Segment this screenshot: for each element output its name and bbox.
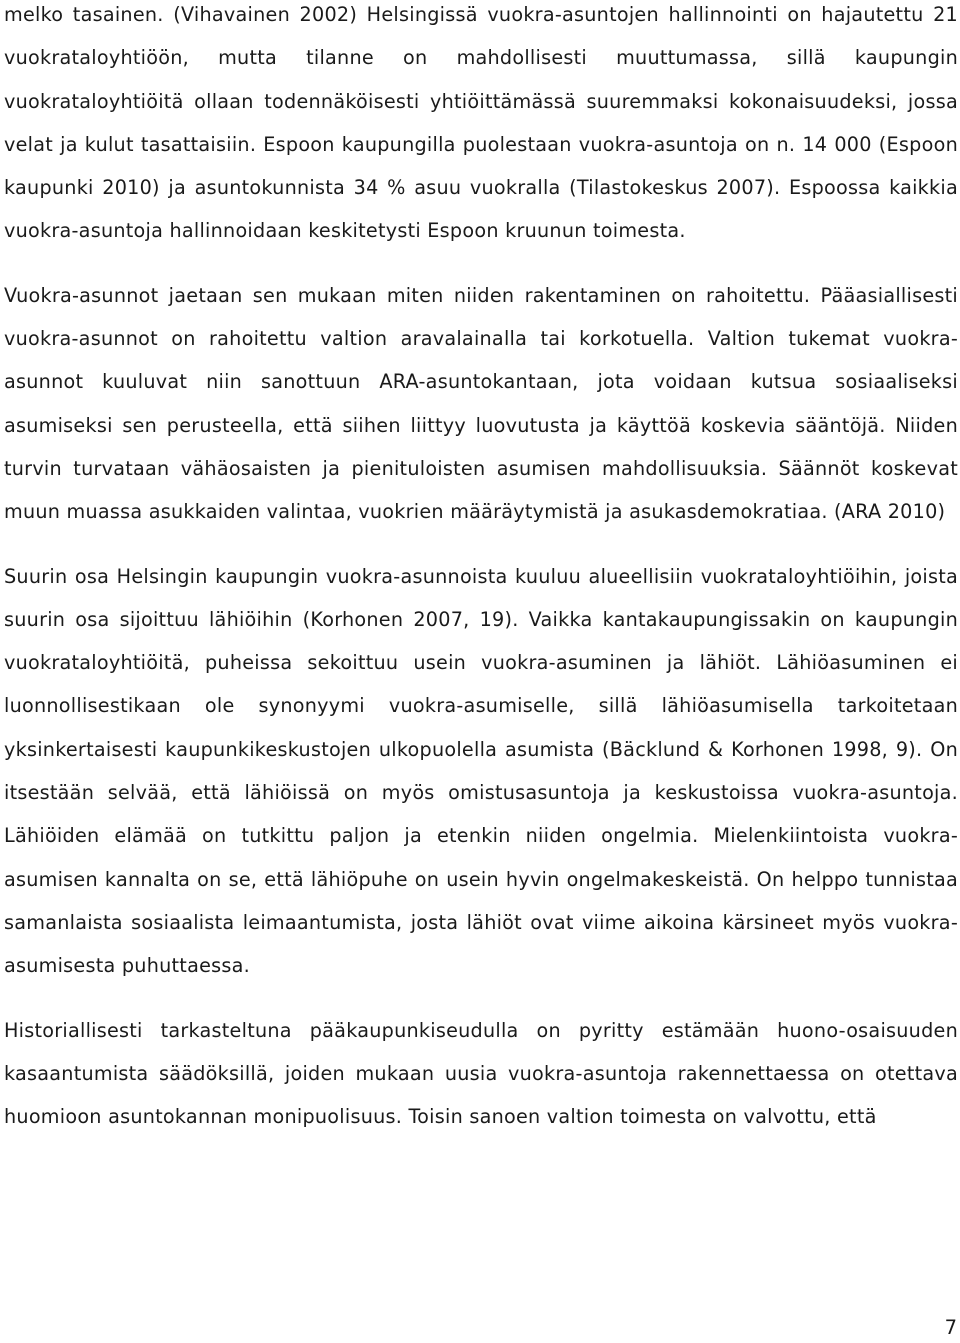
paragraph-rental-housing-management: melko tasainen. (Vihavainen 2002) Helsingissä vuokra-asuntojen hallinnointi on hajautettu 21 vuokrataloyhtiöön, mutta tilanne on mahdollisesti muuttumassa, sillä kaupungin vuokrataloyhtiöitä ollaan todennäköisesti yhtiöittämässä suuremmaksi kokonaisuudeksi, jossa velat ja kulut tasattaisiin. Espoon kaupungilla puolestaan vuokra-asuntoja on n. 14 000 (Espoon kaupunki 2010) ja asuntokunnista 34 % asuu vuokralla (Tilastokeskus 2007). Espoossa kaikkia vuokra-asuntoja hallinnoidaan keskitetysti Espoon kruunun toimesta. (4, 3, 958, 243)
page-number: 7 (944, 1316, 957, 1339)
paragraph-rental-housing-financing: Vuokra-asunnot jaetaan sen mukaan miten niiden rakentaminen on rahoitettu. Pääasiallisesti vuokra-asunnot on rahoitettu valtion aravalainalla tai korkotuella. Valtion tukemat vuokra-asunnot kuuluvat niin sanottuun ARA-asuntokantaan, jota voidaan kutsua sosiaaliseksi asumiseksi sen perusteella, että siihen liittyy luovutusta ja käyttöä koskevia sääntöjä. Niiden turvin turvataan vähäosaisten ja pienituloisten asumisen mahdollisuuksia. Säännöt koskevat muun muassa asukkaiden valintaa, vuokrien määräytymistä ja asukasdemokratiaa. (ARA 2010) (4, 283, 958, 524)
paragraph-suburban-rental-housing: Suurin osa Helsingin kaupungin vuokra-asunnoista kuuluu alueellisiin vuokrataloyhtiöihin, joista suurin osa sijoittuu lähiöihin (Korhonen 2007, 19). Vaikka kantakaupungissakin on kaupungin vuokrataloyhtiöitä, puheissa sekoittuu usein vuokra-asuminen ja lähiöt. Lähiöasuminen ei luonnollisestikaan ole synonyymi vuokra-asumiselle, sillä lähiöasumisella tarkoitetaan yksinkertaisesti kaupunkikeskustojen ulkopuolella asumista (Bäcklund & Korhonen 1998, 9). On itsestään selvää, että lähiöissä on myös omistusasuntoja ja keskustoissa vuokra-asuntoja. Lähiöiden elämää on tutkittu paljon ja etenkin niiden ongelmia. Mielenkiintoista vuokra-asumisen kannalta on se, että lähiöpuhe on usein hyvin ongelmakeskeistä. On helppo tunnistaa samanlaista sosiaalista leimaantumista, josta lähiöt ovat viime aikoina kärsineet myös vuokra-asumisesta puhuttaessa. (4, 564, 958, 978)
document-page (4, 0, 958, 1138)
paragraph-historical-perspective: Historiallisesti tarkasteltuna pääkaupunkiseudulla on pyritty estämään huono-osaisuuden kasaantumista säädöksillä, joiden mukaan uusia vuokra-asuntoja rakennettaessa on otettava huomioon asuntokannan monipuolisuus. Toisin sanoen valtion toimesta on valvottu, että (4, 1018, 958, 1129)
